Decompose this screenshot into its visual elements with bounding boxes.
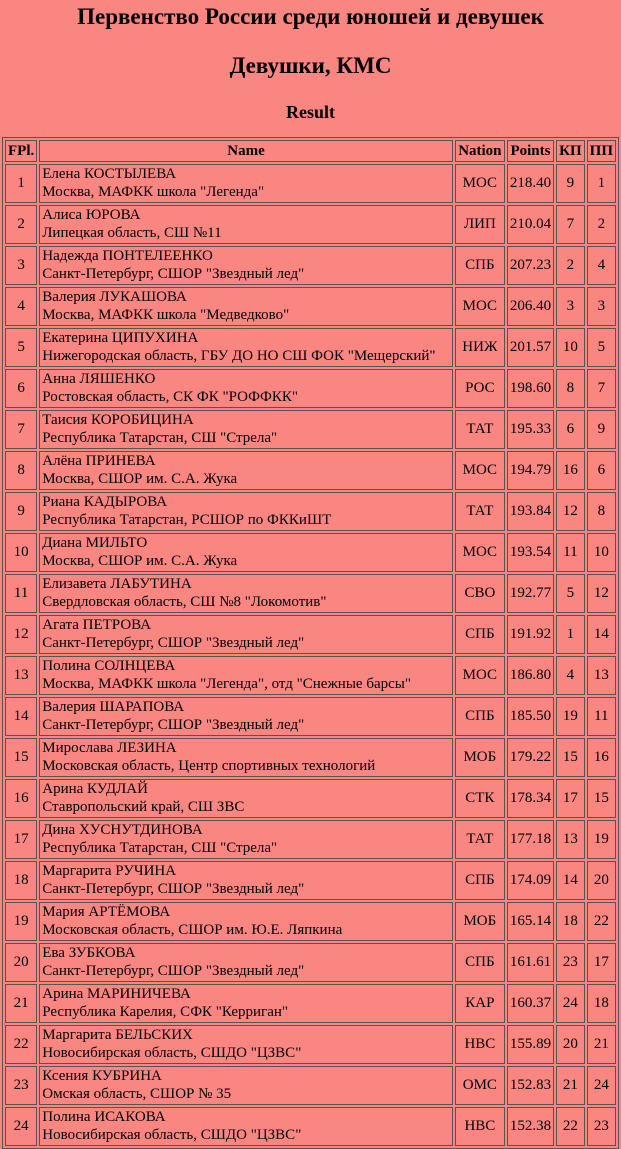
place-cell: 9	[5, 492, 37, 531]
name-cell	[39, 287, 453, 326]
table-row	[5, 246, 616, 285]
place-cell: 16	[5, 779, 37, 818]
kp-cell: 13	[556, 820, 585, 859]
name-cell	[39, 943, 453, 982]
table-row	[5, 328, 616, 367]
name-cell	[39, 451, 453, 490]
nation-cell: ОМС	[455, 1066, 505, 1105]
table-row	[5, 697, 616, 736]
name-cell	[39, 1066, 453, 1105]
kp-cell: 19	[556, 697, 585, 736]
pp-cell: 8	[587, 492, 616, 531]
nation-cell: СПБ	[455, 943, 505, 982]
place-cell: 23	[5, 1066, 37, 1105]
points-cell: 185.50	[507, 697, 554, 736]
skater-name: Арина КУДЛАЙ	[42, 781, 148, 797]
kp-cell: 20	[556, 1025, 585, 1064]
skater-club: Республика Татарстан, СШ "Стрела"	[42, 429, 278, 446]
place-cell: 14	[5, 697, 37, 736]
header-row	[5, 140, 616, 162]
name-cell	[39, 164, 453, 203]
table-row	[5, 738, 616, 777]
pp-cell: 18	[587, 984, 616, 1023]
table-row	[5, 451, 616, 490]
kp-cell: 8	[556, 369, 585, 408]
kp-cell: 14	[556, 861, 585, 900]
name-cell	[39, 820, 453, 859]
skater-name: Надежда ПОНТЕЛЕЕНКО	[42, 248, 213, 264]
points-cell: 193.54	[507, 533, 554, 572]
skater-name: Полина СОЛНЦЕВА	[42, 658, 176, 674]
skater-name: Диана МИЛЬТО	[42, 535, 148, 551]
place-cell: 3	[5, 246, 37, 285]
kp-cell: 15	[556, 738, 585, 777]
points-cell: 201.57	[507, 328, 554, 367]
nation-cell: ТАТ	[455, 820, 505, 859]
nation-cell: НВС	[455, 1107, 505, 1146]
points-cell: 177.18	[507, 820, 554, 859]
section-title: Result	[286, 102, 335, 122]
name-cell	[39, 246, 453, 285]
place-cell: 18	[5, 861, 37, 900]
nation-cell: РОС	[455, 369, 505, 408]
skater-name: Ксения КУБРИНА	[42, 1068, 162, 1084]
skater-name: Дина ХУСНУТДИНОВА	[42, 822, 203, 838]
nation-cell: МОБ	[455, 738, 505, 777]
kp-cell: 7	[556, 205, 585, 244]
pp-cell: 11	[587, 697, 616, 736]
table-row	[5, 1066, 616, 1105]
nation-cell: СПБ	[455, 697, 505, 736]
skater-club: Санкт-Петербург, СШОР "Звездный лед"	[42, 265, 305, 282]
place-cell: 15	[5, 738, 37, 777]
points-cell: 165.14	[507, 902, 554, 941]
skater-club: Москва, СШОР им. С.А. Жука	[42, 552, 238, 569]
table-row	[5, 943, 616, 982]
nation-cell: СПБ	[455, 615, 505, 654]
pp-cell: 9	[587, 410, 616, 449]
place-cell: 6	[5, 369, 37, 408]
header-points: Points	[507, 140, 554, 162]
skater-club: Санкт-Петербург, СШОР "Звездный лед"	[42, 716, 305, 733]
points-cell: 152.38	[507, 1107, 554, 1146]
table-row	[5, 861, 616, 900]
name-cell	[39, 205, 453, 244]
nation-cell: МОС	[455, 656, 505, 695]
kp-cell: 21	[556, 1066, 585, 1105]
table-row	[5, 205, 616, 244]
category-title: Девушки, КМС	[229, 53, 392, 78]
points-cell: 192.77	[507, 574, 554, 613]
name-cell	[39, 656, 453, 695]
header-name: Name	[39, 140, 453, 162]
name-cell	[39, 328, 453, 367]
table-row	[5, 533, 616, 572]
nation-cell: МОС	[455, 533, 505, 572]
skater-club: Республика Карелия, СФК "Керриган"	[42, 1003, 288, 1020]
kp-cell: 9	[556, 164, 585, 203]
kp-cell: 4	[556, 656, 585, 695]
skater-club: Санкт-Петербург, СШОР "Звездный лед"	[42, 962, 305, 979]
pp-cell: 17	[587, 943, 616, 982]
nation-cell: СВО	[455, 574, 505, 613]
place-cell: 11	[5, 574, 37, 613]
header-pp: ПП	[587, 140, 616, 162]
place-cell: 8	[5, 451, 37, 490]
nation-cell: НВС	[455, 1025, 505, 1064]
skater-club: Новосибирская область, СШДО "ЦЗВС"	[42, 1126, 302, 1143]
pp-cell: 20	[587, 861, 616, 900]
points-cell: 155.89	[507, 1025, 554, 1064]
skater-club: Москва, МАФКК школа "Легенда", отд "Снежные барсы"	[42, 675, 411, 692]
pp-cell: 23	[587, 1107, 616, 1146]
skater-name: Валерия ШАРАПОВА	[42, 699, 185, 715]
points-cell: 174.09	[507, 861, 554, 900]
results-body	[5, 164, 616, 1146]
place-cell: 12	[5, 615, 37, 654]
page-title: Первенство России среди юношей и девушек	[77, 4, 544, 29]
skater-club: Ростовская область, СК ФК "РОФФКК"	[42, 388, 298, 405]
name-cell	[39, 984, 453, 1023]
points-cell: 195.33	[507, 410, 554, 449]
skater-name: Ева ЗУБКОВА	[42, 945, 136, 961]
points-cell: 193.84	[507, 492, 554, 531]
table-row	[5, 779, 616, 818]
skater-name: Маргарита РУЧИНА	[42, 863, 177, 879]
header-place: FPl.	[5, 140, 37, 162]
kp-cell: 5	[556, 574, 585, 613]
place-cell: 24	[5, 1107, 37, 1146]
pp-cell: 1	[587, 164, 616, 203]
skater-name: Риана КАДЫРОВА	[42, 494, 168, 510]
points-cell: 160.37	[507, 984, 554, 1023]
skater-name: Екатерина ЦИПУХИНА	[42, 330, 199, 346]
place-cell: 4	[5, 287, 37, 326]
name-cell	[39, 533, 453, 572]
skater-name: Елена КОСТЫЛЕВА	[42, 166, 177, 182]
table-row	[5, 984, 616, 1023]
kp-cell: 11	[556, 533, 585, 572]
pp-cell: 13	[587, 656, 616, 695]
pp-cell: 19	[587, 820, 616, 859]
nation-cell: МОБ	[455, 902, 505, 941]
name-cell	[39, 410, 453, 449]
skater-club: Санкт-Петербург, СШОР "Звездный лед"	[42, 880, 305, 897]
place-cell: 20	[5, 943, 37, 982]
skater-club: Нижегородская область, ГБУ ДО НО СШ ФОК "Мещерский"	[42, 347, 436, 364]
skater-name: Агата ПЕТРОВА	[42, 617, 152, 633]
skater-club: Московская область, СШОР им. Ю.Е. Ляпкина	[42, 921, 343, 938]
pp-cell: 6	[587, 451, 616, 490]
skater-name: Таисия КОРОБИЦИНА	[42, 412, 194, 428]
points-cell: 178.34	[507, 779, 554, 818]
name-cell	[39, 738, 453, 777]
skater-club: Москва, СШОР им. С.А. Жука	[42, 470, 238, 487]
skater-club: Московская область, Центр спортивных технологий	[42, 757, 376, 774]
skater-name: Полина ИСАКОВА	[42, 1109, 166, 1125]
place-cell: 5	[5, 328, 37, 367]
table-row	[5, 574, 616, 613]
name-cell	[39, 1025, 453, 1064]
skater-name: Алёна ПРИНЕВА	[42, 453, 156, 469]
name-cell	[39, 369, 453, 408]
kp-cell: 23	[556, 943, 585, 982]
points-cell: 206.40	[507, 287, 554, 326]
nation-cell: НИЖ	[455, 328, 505, 367]
results-table	[2, 137, 619, 1149]
points-cell: 191.92	[507, 615, 554, 654]
skater-club: Липецкая область, СШ №11	[42, 224, 222, 241]
kp-cell: 24	[556, 984, 585, 1023]
pp-cell: 5	[587, 328, 616, 367]
kp-cell: 10	[556, 328, 585, 367]
points-cell: 152.83	[507, 1066, 554, 1105]
table-row	[5, 492, 616, 531]
pp-cell: 2	[587, 205, 616, 244]
points-cell: 186.80	[507, 656, 554, 695]
kp-cell: 16	[556, 451, 585, 490]
pp-cell: 14	[587, 615, 616, 654]
skater-club: Москва, МАФКК школа "Легенда"	[42, 183, 265, 200]
kp-cell: 18	[556, 902, 585, 941]
kp-cell: 1	[556, 615, 585, 654]
skater-club: Свердловская область, СШ №8 "Локомотив"	[42, 593, 327, 610]
kp-cell: 2	[556, 246, 585, 285]
nation-cell: МОС	[455, 164, 505, 203]
pp-cell: 10	[587, 533, 616, 572]
pp-cell: 7	[587, 369, 616, 408]
table-row	[5, 615, 616, 654]
skater-name: Елизавета ЛАБУТИНА	[42, 576, 192, 592]
skater-club: Москва, МАФКК школа "Медведково"	[42, 306, 290, 323]
table-row	[5, 369, 616, 408]
name-cell	[39, 615, 453, 654]
table-row	[5, 164, 616, 203]
name-cell	[39, 492, 453, 531]
table-row	[5, 1107, 616, 1146]
table-row	[5, 1025, 616, 1064]
nation-cell: ТАТ	[455, 410, 505, 449]
nation-cell: СПБ	[455, 246, 505, 285]
nation-cell: МОС	[455, 451, 505, 490]
pp-cell: 16	[587, 738, 616, 777]
place-cell: 22	[5, 1025, 37, 1064]
name-cell	[39, 1107, 453, 1146]
name-cell	[39, 779, 453, 818]
name-cell	[39, 902, 453, 941]
points-cell: 179.22	[507, 738, 554, 777]
table-row	[5, 820, 616, 859]
points-cell: 198.60	[507, 369, 554, 408]
nation-cell: МОС	[455, 287, 505, 326]
place-cell: 2	[5, 205, 37, 244]
pp-cell: 4	[587, 246, 616, 285]
skater-name: Алиса ЮРОВА	[42, 207, 141, 223]
pp-cell: 15	[587, 779, 616, 818]
nation-cell: КАР	[455, 984, 505, 1023]
table-row	[5, 656, 616, 695]
kp-cell: 17	[556, 779, 585, 818]
pp-cell: 24	[587, 1066, 616, 1105]
nation-cell: ТАТ	[455, 492, 505, 531]
skater-club: Республика Татарстан, СШ "Стрела"	[42, 839, 278, 856]
points-cell: 207.23	[507, 246, 554, 285]
place-cell: 13	[5, 656, 37, 695]
points-cell: 194.79	[507, 451, 554, 490]
kp-cell: 3	[556, 287, 585, 326]
kp-cell: 6	[556, 410, 585, 449]
pp-cell: 3	[587, 287, 616, 326]
place-cell: 1	[5, 164, 37, 203]
points-cell: 218.40	[507, 164, 554, 203]
skater-club: Новосибирская область, СШДО "ЦЗВС"	[42, 1044, 302, 1061]
skater-name: Валерия ЛУКАШОВА	[42, 289, 187, 305]
name-cell	[39, 697, 453, 736]
skater-club: Республика Татарстан, РСШОР по ФККиШТ	[42, 511, 332, 528]
skater-club: Санкт-Петербург, СШОР "Звездный лед"	[42, 634, 305, 651]
skater-name: Маргарита БЕЛЬСКИХ	[42, 1027, 193, 1043]
place-cell: 10	[5, 533, 37, 572]
skater-name: Мария АРТЁМОВА	[42, 904, 171, 920]
skater-name: Мирослава ЛЕЗИНА	[42, 740, 177, 756]
pp-cell: 12	[587, 574, 616, 613]
nation-cell: СПБ	[455, 861, 505, 900]
table-row	[5, 410, 616, 449]
pp-cell: 21	[587, 1025, 616, 1064]
points-cell: 210.04	[507, 205, 554, 244]
kp-cell: 22	[556, 1107, 585, 1146]
skater-name: Анна ЛЯШЕНКО	[42, 371, 156, 387]
skater-name: Арина МАРИНИЧЕВА	[42, 986, 191, 1002]
nation-cell: СТК	[455, 779, 505, 818]
place-cell: 7	[5, 410, 37, 449]
table-row	[5, 287, 616, 326]
kp-cell: 12	[556, 492, 585, 531]
skater-club: Омская область, СШОР № 35	[42, 1085, 232, 1102]
place-cell: 19	[5, 902, 37, 941]
table-row	[5, 902, 616, 941]
nation-cell: ЛИП	[455, 205, 505, 244]
header-nation: Nation	[455, 140, 505, 162]
points-cell: 161.61	[507, 943, 554, 982]
header-kp: КП	[556, 140, 585, 162]
pp-cell: 22	[587, 902, 616, 941]
place-cell: 21	[5, 984, 37, 1023]
skater-club: Ставропольский край, СШ ЗВС	[42, 798, 245, 815]
place-cell: 17	[5, 820, 37, 859]
name-cell	[39, 861, 453, 900]
name-cell	[39, 574, 453, 613]
